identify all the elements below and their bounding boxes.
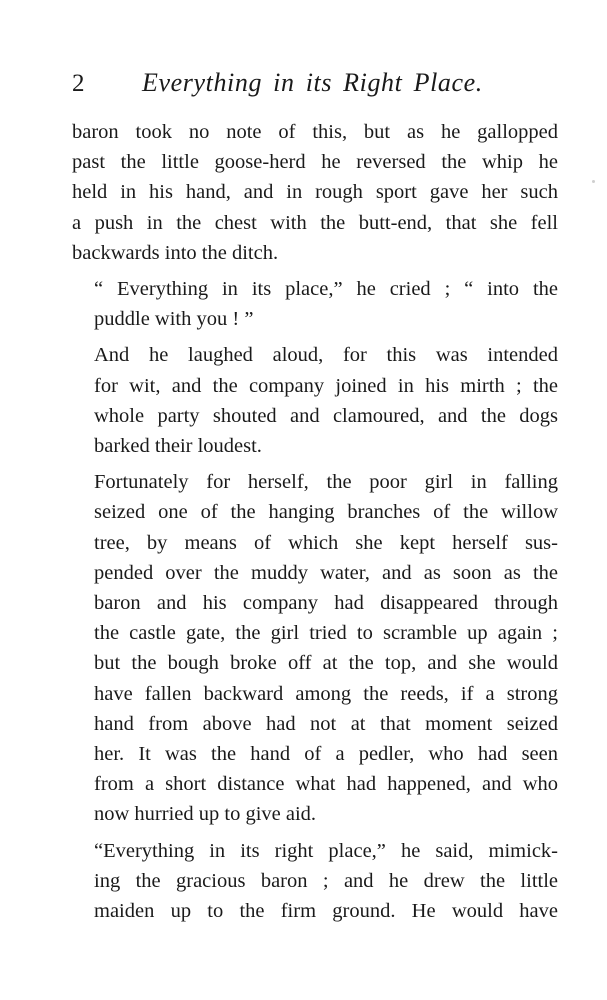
page-header [70,68,560,108]
text-line: hand from above had not at that moment seized [94,712,558,735]
page-number: 2 [72,70,85,97]
text-line: now hurried up to give aid. [94,803,317,826]
text-line: “ Everything in its place,” he cried ; “ into the [94,278,558,301]
text-line: puddle with you ! ” [94,308,254,331]
text-line: for wit, and the company joined in his mirth ; the [94,374,558,397]
text-line: “Everything in its right place,” he said, mimick- [94,839,558,862]
running-title: Everything in its Right Place. [142,68,483,97]
text-line: her. It was the hand of a pedler, who had seen [94,743,558,766]
text-line: pended over the muddy water, and as soon as the [94,561,558,584]
paragraph [72,274,558,334]
text-line: held in his hand, and in rough sport gave her such [72,181,558,204]
text-line: the castle gate, the girl tried to scramble up again ; [94,622,558,645]
text-line: tree, by means of which she kept herself sus- [94,531,558,554]
paragraph [72,117,558,268]
text-line: barked their loudest. [94,435,262,458]
text-line: from a short distance what had happened, and who [94,773,558,796]
text-line: have fallen backward among the reeds, if a strong [94,682,558,705]
text-line: but the bough broke off at the top, and she would [94,652,558,675]
text-line: baron took no note of this, but as he gallopped [72,121,558,143]
text-line: past the little goose-herd he reversed the whip he [72,151,558,174]
body-text [72,117,558,926]
text-line: maiden up to the firm ground. He would have [94,900,558,923]
paragraph [72,836,558,927]
text-line: Fortunately for herself, the poor girl in falling [94,471,558,494]
paragraph [72,467,558,829]
text-line: baron and his company had disappeared through [94,592,558,615]
text-line: backwards into the ditch. [72,241,279,264]
text-line: a push in the chest with the butt-end, that she fell [72,211,558,234]
text-line: whole party shouted and clamoured, and the dogs [94,404,558,427]
text-line: And he laughed aloud, for this was intended [94,344,558,367]
text-line: ing the gracious baron ; and he drew the little [94,869,558,892]
text-line: seized one of the hanging branches of the willow [94,501,558,524]
paragraph [72,340,558,461]
paper-speck [592,180,595,183]
